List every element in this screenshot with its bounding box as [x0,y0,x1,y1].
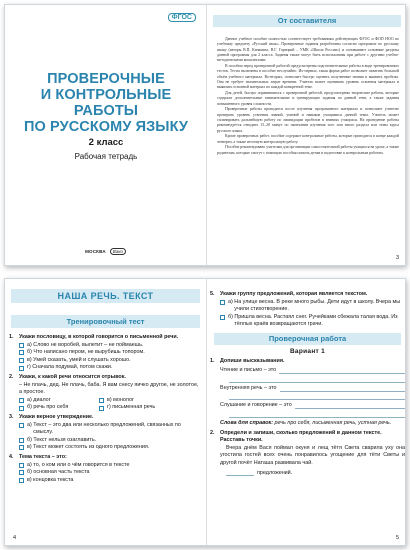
story-text: Вчера днём Вася поймал окуня и лещ тётя Света сварила уху она угостила гостей всех очень понравилось угощение для тёти Светы и другой почёт Наташа развивала чай. [220,444,405,466]
page-number: 3 [395,255,399,261]
answer-checkbox[interactable] [19,343,24,348]
answer-checkbox[interactable] [19,463,24,468]
option: в) Умей сказать, умей и слушать хорошо. [9,357,201,365]
publisher-city: МОСКВА [85,249,106,254]
subtitle: Рабочая тетрадь [74,152,138,161]
preface-paragraph: Пособие рекомендовано учителям для организации самостоятельной работы учащихся на уроке, а также родителям, которые смогут с помощью пособия помочь детям в подготовке к контрольным работам. [217,145,399,155]
answer-checkbox[interactable] [19,478,24,483]
option: б) Пришла весна. Растаял снег. Ручейками сбежала талая вода. Из тёплых краёв возвращаются грачи. [210,314,405,329]
answer-input[interactable] [229,394,405,400]
answer-checkbox[interactable] [19,445,24,450]
book-title [17,71,195,135]
page-4 [5,279,206,545]
preface-text [217,37,399,157]
task-2: 2. Определи и запиши, сколько предложений в данном тексте. Расставь точки. [210,429,382,444]
page-5 [207,279,406,545]
answer-checkbox[interactable] [19,398,24,403]
reference-words: Слова для справок: речь про себя, письменная речь, устная речь. [220,419,392,426]
task-1: 1. Допиши высказывания. [210,357,285,364]
preface-paragraph: Для детей, быстро справившихся с проверочной работой, предусмотрены творческие работы, которые содержат дополнительные занимательные и тренирующие задания по данной теме, а также задания повышенного уровня сложности. [217,90,399,106]
cover-page [5,5,206,265]
preface-paragraph: В пособии перед проверочной работой предусмотрены подготовительные работы в виде тренировочных тестов. Тесты включены в пособие неслучайно. Их-первых, такая форма работ позволяет охватить большой объём учебного материала. Во-вторых, позволяет быстро оценить полученные знания и выявить пробелы. Она не требует значительных затрат времени. Учитель может оценивать уровень освоения материала и выявлять основной материал по каждой конкретной теме. [217,63,399,90]
option: в) монолог [89,397,169,405]
answer-checkbox[interactable] [19,470,24,475]
option: г) Сначала подумай, потом скажи. [9,364,201,372]
section-title: НАША РЕЧЬ. ТЕКСТ [11,289,200,303]
page-number: 5 [395,535,399,541]
question-4: 4. Тема текста – это: [9,453,67,460]
test-title: Проверочная работа [214,333,401,345]
answer-line-blank [216,394,405,400]
answer-line: Слушание и говорение – это [210,402,405,410]
option: б) основная часть текста [9,469,201,477]
answer-line: Чтение и письмо – это [210,367,405,375]
answer-input[interactable] [279,368,405,374]
option: а) Текст – это два или несколько предложений, связанных по смыслу. [9,422,201,437]
option: в) Текст может состоять из одного предложения. [9,444,201,452]
option: б) Текст нельзя озаглавить. [9,437,201,445]
fgos-badge: ФГОС [168,13,196,22]
answer-line: Внутренняя речь – это [210,385,405,393]
title-line: ПО РУССКОМУ ЯЗЫКУ [23,119,189,135]
title-line: РАБОТЫ [73,103,139,119]
grade-label: 2 класс [88,137,124,148]
top-spread [4,4,406,266]
answer-checkbox[interactable] [220,300,225,305]
answer-checkbox[interactable] [19,358,24,363]
bottom-spread [4,278,406,546]
title-line: И КОНТРОЛЬНЫЕ [40,87,172,103]
publisher-logo: Вако [110,248,126,255]
answer-input[interactable] [280,386,406,392]
right-page-content [210,291,405,479]
question-1: 1. Укажи пословицу, в которой говорится о письменной речи. [9,334,179,340]
answer-checkbox[interactable] [99,406,104,411]
preface-page [207,5,406,265]
answer-input[interactable] [229,412,405,418]
answer-checkbox[interactable] [220,315,225,320]
preface-paragraph: Данное учебное пособие полностью соответствует требованиям действующих ФГОС и ФОП НОО по учебному предмету «Русский язык». Проверочные задания разработаны согласно программе по русскому языку (авторы В.П. Канакина, В.Г. Горецкий – УМК «Школа России») и основывают основные разделы данной программы для 2 класса. Задания также могут быть использованы при работе с другими учебно-методическими комплектами. [217,37,399,63]
option: а) то, о ком или о чём говорится в тексте [9,462,201,470]
question-3: 3. Укажи верное утверждение. [9,413,94,420]
option: а) На улице весна. В реке много рыбы. Дети идут в школу. Вчера мы учили стихотворение. [210,299,405,314]
title-line: ПРОВЕРОЧНЫЕ [47,71,165,87]
preface-paragraph: Кроме проверочных работ, пособие содержит контрольные работы, которые проводятся в конце каждой четверти, а также итоговую контрольную работу. [217,134,399,144]
option: в) концовка текста [9,477,201,485]
answer-checkbox[interactable] [19,350,24,355]
question-2: 2. Укажи, к какой речи относится отрывок. [9,373,126,380]
answer-line-blank [216,377,405,383]
variant-label: Вариант 1 [289,347,326,355]
question-5: 5. Укажи группу предложений, которая является текстом. [210,291,368,297]
answer-checkbox[interactable] [99,398,104,403]
preface-paragraph: Проверочные работы проводятся после изучения программного материала и позволяют учителю проверить уровень усвоения знаний, умений и навыков учащимися данной темы. Учитель может спланировать дальнейшую работу по ликвидации пробелов в знаниях учащихся. На проведение работы рекомендуется отводить 15–20 минут по окончании изучения того или иного раздела или темы курса русского языка. [217,107,399,133]
option: б) Что написано пером, не вырубишь топором. [9,349,201,357]
answer-checkbox[interactable] [19,423,24,428]
answer-input[interactable] [295,403,405,409]
passage: – Не плачь, дед. Не плачь, баба. Я вам снесу яичко другое, не золотое, а простое. [19,381,199,396]
preface-heading: От составителя [213,15,401,27]
answer-input[interactable] [229,377,405,383]
training-test [9,334,201,484]
option: а) диалог [9,397,89,405]
answer-checkbox[interactable] [19,366,24,371]
page-number: 4 [13,535,17,541]
answer-checkbox[interactable] [19,438,24,443]
option: б) речь про себя [9,404,89,412]
answer-input[interactable] [226,470,254,476]
answer-line: предложений. [216,470,405,478]
answer-checkbox[interactable] [19,406,24,411]
answer-line-blank [216,412,405,418]
option: а) Слово не воробей, вылетит – не поймаешь. [9,342,201,350]
option: г) письменная речь [89,404,169,412]
subsection-title: Тренировочный тест [11,315,200,328]
publisher [5,248,206,255]
